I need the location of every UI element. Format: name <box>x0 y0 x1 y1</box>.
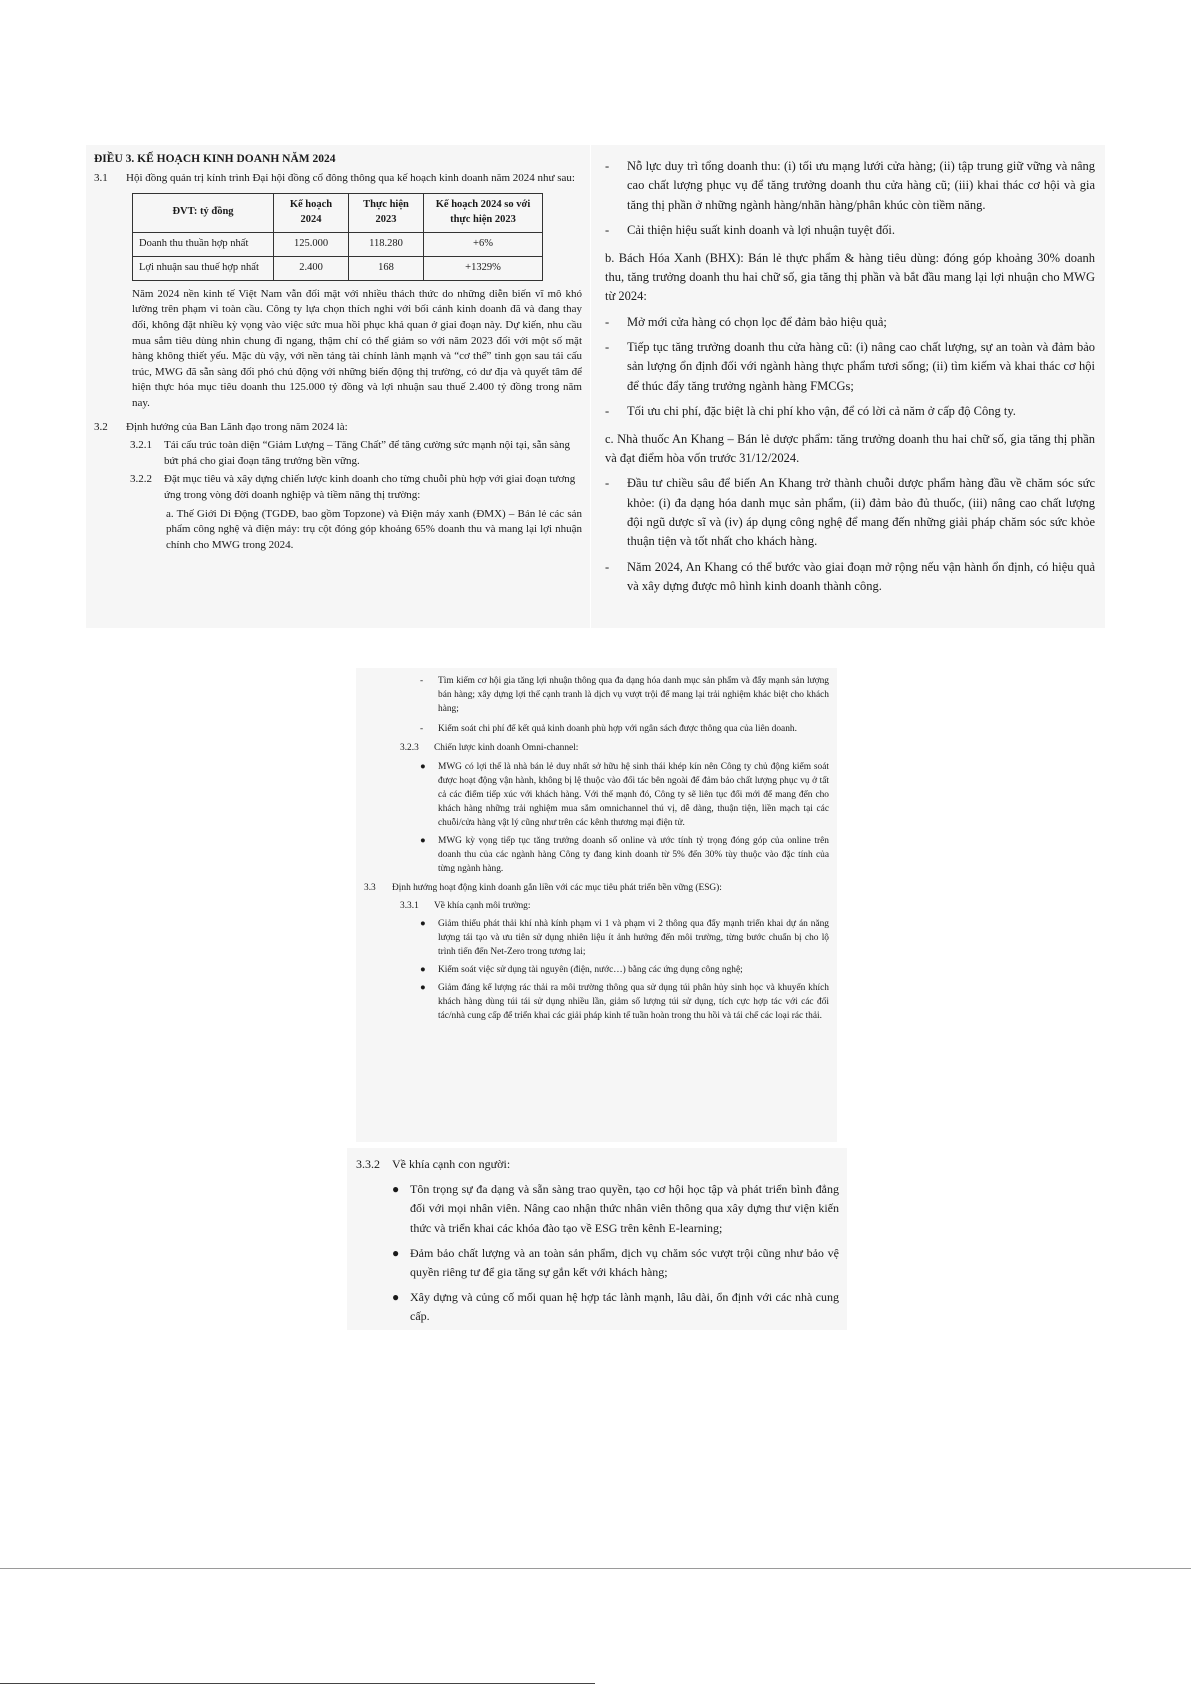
item-3-3 <box>364 881 829 895</box>
item-number: 3.3 <box>364 883 376 894</box>
table-row <box>133 256 543 280</box>
list-item <box>605 221 1095 240</box>
list-item <box>605 474 1095 552</box>
item-text: Đặt mục tiêu và xây dựng chiến lược kinh doanh cho từng chuỗi phù hợp với giai đoạn tương ứng trong vòng đời doanh nghiệp và tiềm năng thị trường: <box>164 473 576 502</box>
table-header-row <box>133 193 543 232</box>
item-number: 3.3.2 <box>356 1157 380 1171</box>
item-3-2-3 <box>400 741 829 755</box>
business-plan-table <box>132 193 543 281</box>
item-number: 3.2 <box>94 420 108 433</box>
dash-marker: - <box>605 223 610 238</box>
list-item-text: Xây dựng và củng cố mối quan hệ hợp tác lành mạnh, lâu dài, ổn định với các nhà cung cấp. <box>410 1290 839 1324</box>
list-item-text: Kiểm soát chi phí để kết quả kinh doanh phù hợp với ngân sách được thông qua của liên doanh. <box>438 724 797 735</box>
item-number: 3.2.2 <box>130 473 152 486</box>
section-3-panel-right <box>591 145 1105 628</box>
bullet-marker: ● <box>420 918 426 929</box>
list-item-text: Đầu tư chiều sâu để biến An Khang trở thành chuỗi dược phẩm hàng đầu về chăm sóc sức khỏe: (i) đa dạng hóa danh mục sản phẩm, (ii) đảm bảo đủ thuốc, (iii) nâng cao chất lượng đội ngũ dược sĩ và (iv) áp dụng công nghệ để mang đến những giải pháp chăm sóc sức khỏe thuận tiện và tốt nhất cho khách hàng. <box>627 476 1095 549</box>
cell-value: 118.280 <box>349 232 424 256</box>
list-item-text: Giảm thiểu phát thải khí nhà kính phạm vi 1 và phạm vi 2 thông qua đẩy mạnh triển khai dự án năng lượng tái tạo và ưu tiên sử dụng nhiên liệu ít ảnh hưởng đến môi trường, từng bước chuẩn bị cho lộ trình tiến đến Net-Zero trong tương lai; <box>438 918 829 957</box>
item-text: Tái cấu trúc toàn diện “Giảm Lượng – Tăng Chất” để tăng cường sức mạnh nội tại, sẵn sàng bứt phá cho giai đoạn tăng trưởng bền vững. <box>164 439 570 467</box>
list-item-text: Tìm kiếm cơ hội gia tăng lợi nhuận thông qua đa dạng hóa danh mục sản phẩm và đẩy mạnh sản lượng bán hàng; xây dựng lợi thế cạnh tranh là dịch vụ vượt trội để mang lại trải nghiệm khác biệt cho khách hàng; <box>438 676 829 715</box>
list-item <box>420 917 829 959</box>
list-item <box>420 760 829 831</box>
item-text: Định hướng của Ban Lãnh đạo trong năm 2024 là: <box>126 420 348 433</box>
item-3-1 <box>94 171 582 187</box>
row-label: Doanh thu thuần hợp nhất <box>133 232 274 256</box>
item-3-2 <box>94 420 582 436</box>
list-item-text: Năm 2024, An Khang có thể bước vào giai đoạn mở rộng nếu vận hành ổn định, có hiệu quả và xây dựng được mô hình kinh doanh thành công. <box>627 559 1095 594</box>
item-text: Về khía cạnh con người: <box>392 1157 511 1171</box>
list-item <box>392 1288 839 1326</box>
list-item-text: Giảm đáng kể lượng rác thải ra môi trường thông qua sử dụng túi phân hủy sinh học và khuyến khích khách hàng dùng túi tái sử dụng nhiều lần, giảm số lượng túi sử dụng, tích cực hợp tác với các đối tác/nhà cung cấp để triển khai các giải pháp kinh tế tuần hoàn trong thu hồi và tái chế các loại rác thải. <box>438 983 829 1022</box>
item-number: 3.3.1 <box>400 900 419 911</box>
table-row <box>133 232 543 256</box>
section-3-panel-middle <box>356 668 837 1142</box>
list-item-text: Đảm bảo chất lượng và an toàn sản phẩm, dịch vụ chăm sóc vượt trội cũng như bảo vệ quyền riêng tư để gia tăng sự gắn kết với khách hàng; <box>410 1245 839 1279</box>
col-plan-2024: Kế hoạch 2024 <box>274 193 349 232</box>
item-text: Về khía cạnh môi trường: <box>434 900 531 911</box>
cell-value: 2.400 <box>274 256 349 280</box>
bullet-marker: ● <box>420 964 426 975</box>
list-item <box>420 981 829 1023</box>
bullet-marker: ● <box>420 761 426 772</box>
footnote-divider <box>0 1683 595 1684</box>
list-item-text: Tôn trọng sự đa dạng và sẵn sàng trao quyền, tạo cơ hội học tập và phát triển bình đẳng đối với mọi nhân viên. Nâng cao nhận thức nhân viên thông qua xây dựng thư viện kiến thức và triển khai các khóa đào tạo về ESG trên kênh E-learning; <box>410 1182 839 1235</box>
item-3-2-1 <box>130 438 582 469</box>
item-text: Hội đồng quản trị kính trình Đại hội đồng cổ đông thông qua kế hoạch kinh doanh năm 2024 như sau: <box>126 172 575 185</box>
list-item <box>420 963 829 977</box>
bullet-marker: ● <box>392 1290 400 1305</box>
list-item <box>605 313 1095 332</box>
list-item-text: Nỗ lực duy trì tổng doanh thu: (i) tối ưu mạng lưới cửa hàng; (ii) tập trung giữ vững và nâng cao chất lượng phục vụ để tăng trưởng doanh thu cửa hàng cũ; (iii) khai thác cơ hội và gia tăng thị phần ở những ngành hàng/nhãn hàng/phân khúc còn tiềm năng. <box>627 159 1095 212</box>
list-item <box>605 157 1095 215</box>
list-item-text: Kiểm soát việc sử dụng tài nguyên (điện, nước…) bằng các ứng dụng công nghệ; <box>438 964 743 975</box>
row-label: Lợi nhuận sau thuế hợp nhất <box>133 256 274 280</box>
item-text: Định hướng hoạt động kinh doanh gắn liền với các mục tiêu phát triển bền vững (ESG): <box>392 883 722 894</box>
dash-marker: - <box>420 724 424 735</box>
list-item <box>605 338 1095 396</box>
page-divider <box>0 1568 1191 1569</box>
item-text: Chiến lược kinh doanh Omni-channel: <box>434 743 579 754</box>
item-number: 3.2.1 <box>130 439 152 452</box>
dash-marker: - <box>420 676 424 686</box>
dash-marker: - <box>605 476 610 491</box>
bullet-marker: ● <box>392 1245 400 1260</box>
col-comparison: Kế hoạch 2024 so với thực hiện 2023 <box>424 193 543 232</box>
list-item-text: MWG kỳ vọng tiếp tục tăng trưởng doanh số online và ước tính tỷ trọng đóng góp của online trên doanh thu của các ngành hàng Công ty đang kinh doanh từ 5% đến 30% tùy thuộc vào đặc tính của từng ngành hàng. <box>438 836 829 875</box>
list-item <box>605 558 1095 597</box>
bullet-marker: ● <box>392 1182 400 1197</box>
list-item-text: MWG có lợi thế là nhà bán lẻ duy nhất sở hữu hệ sinh thái khép kín nên Công ty chủ động kiểm soát được hoạt động vận hành, không bị lệ thuộc vào đối tác bên ngoài để đảm bảo chất lượng phục vụ ở tất cả các điểm tiếp xúc với khách hàng. Với thế mạnh đó, Công ty sẽ liên tục đổi mới để mang đến cho khách hàng những trải nghiệm mua sắm omnichannel thú vị, dễ dàng, thuận tiện, liền mạch tại các chuỗi/cửa hàng vật lý cũng như trên các kênh thương mại điện tử. <box>438 761 829 828</box>
list-item <box>420 834 829 876</box>
bullet-marker: ● <box>420 983 426 994</box>
cell-value: 168 <box>349 256 424 280</box>
list-item <box>392 1180 839 1238</box>
col-actual-2023: Thực hiện 2023 <box>349 193 424 232</box>
outlook-paragraph: Năm 2024 nền kinh tế Việt Nam vẫn đối mặt với nhiều thách thức do những diễn biến vĩ mô khó lường trên phạm vi toàn cầu. Công ty lựa chọn thích nghi với bối cảnh kinh doanh đã và đang thay đổi, không đặt nhiều kỳ vọng vào việc sức mua hồi phục khả quan ở giai đoạn này. Dự kiến, nhu cầu mua sắm tiêu dùng nhìn chung đi ngang, thậm chí có thể giảm so với năm 2023 đối với một số mặt hàng không thiết yếu. Mặc dù vậy, với nền tảng tài chính lành mạnh và “cơ thể” tinh gọn sau tái cấu trúc, MWG đã sẵn sàng đối phó chủ động với những biến động thị trường, có dư địa và quyết tâm để hiện thực hóa mục tiêu doanh thu 125.000 tỷ đồng và lợi nhuận sau thuế 2.400 tỷ đồng trong năm nay. <box>132 287 582 410</box>
an-khang-paragraph: c. Nhà thuốc An Khang – Bán lẻ dược phẩm: tăng trưởng doanh thu hai chữ số, gia tăng thị phần và đạt điểm hòa vốn trước 31/12/2024. <box>605 431 1095 465</box>
list-item <box>420 722 829 736</box>
tgdd-dmx-paragraph: a. Thế Giới Di Động (TGDĐ, bao gồm Topzone) và Điện máy xanh (ĐMX) – Bán lẻ các sản phẩm công nghệ và điện máy: trụ cột đóng góp khoảng 65% doanh thu và mang lại lợi nhuận chính cho MWG trong 2024. <box>166 507 582 551</box>
item-number: 3.2.3 <box>400 743 419 754</box>
list-item <box>420 674 829 716</box>
list-item-text: Mở mới cửa hàng có chọn lọc để đảm bảo hiệu quả; <box>627 314 887 329</box>
item-3-2-2 <box>130 472 582 503</box>
item-3-3-1 <box>400 899 829 913</box>
cell-value: +6% <box>424 232 543 256</box>
list-item-text: Tối ưu chi phí, đặc biệt là chi phí kho vận, để có lời cả năm ở cấp độ Công ty. <box>627 404 1016 419</box>
list-item <box>605 402 1095 421</box>
list-item-text: Tiếp tục tăng trưởng doanh thu cửa hàng cũ: (i) nâng cao chất lượng, sự an toàn và đảm bảo sản lượng ổn định đối với ngành hàng thực phẩm tươi sống; (ii) tìm kiếm và khai thác cơ hội để thúc đẩy tăng trưởng ngành hàng FMCGs; <box>627 340 1095 393</box>
section-3-panel-bottom <box>347 1148 847 1330</box>
dash-marker: - <box>605 340 610 354</box>
list-item <box>392 1244 839 1282</box>
section-3-panel-left <box>86 145 590 628</box>
dash-marker: - <box>605 404 610 419</box>
bullet-marker: ● <box>420 836 426 847</box>
item-number: 3.1 <box>94 172 108 185</box>
dash-marker: - <box>605 159 610 173</box>
cell-value: +1329% <box>424 256 543 280</box>
bhx-paragraph: b. Bách Hóa Xanh (BHX): Bán lẻ thực phẩm & hàng tiêu dùng: đóng góp khoảng 30% doanh thu, tăng trưởng doanh thu hai chữ số, gia tăng thị phần và bắt đầu mang lại lợi nhuận cho MWG từ 2024: <box>605 250 1095 304</box>
dash-marker: - <box>605 559 610 574</box>
cell-value: 125.000 <box>274 232 349 256</box>
dash-marker: - <box>605 314 610 329</box>
item-3-3-2 <box>356 1155 839 1174</box>
list-item-text: Cải thiện hiệu suất kinh doanh và lợi nhuận tuyệt đối. <box>627 223 896 238</box>
col-unit: ĐVT: tỷ đồng <box>133 193 274 232</box>
article-heading: ĐIỀU 3. KẾ HOẠCH KINH DOANH NĂM 2024 <box>94 153 336 165</box>
